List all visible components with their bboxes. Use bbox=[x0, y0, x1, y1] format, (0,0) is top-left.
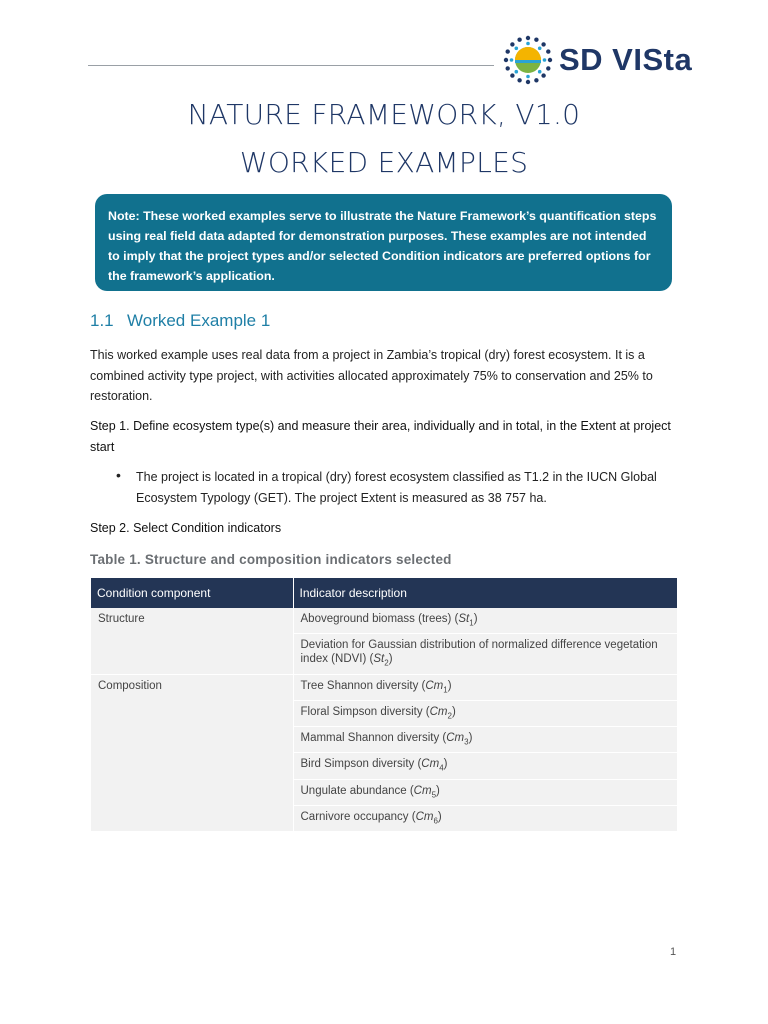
indicator-text: Carnivore occupancy ( bbox=[300, 811, 416, 824]
indicator-subscript: 6 bbox=[433, 816, 438, 826]
indicator-close: ) bbox=[447, 679, 452, 692]
header-indicator-description: Indicator description bbox=[293, 578, 677, 608]
indicator-cell bbox=[293, 634, 677, 674]
intro-paragraph: This worked example uses real data from a project in Zambia’s tropical (dry) forest ecosystem. It is a combined activity type project, with activities allocated approximately 75% to conservation and 25% to restoration. bbox=[90, 348, 653, 403]
document-title: NATURE FRAMEWORK, V1.0 bbox=[187, 98, 581, 131]
page-number: 1 bbox=[670, 946, 677, 958]
indicator-text: Tree Shannon diversity ( bbox=[300, 679, 426, 692]
note-text: Note: These worked examples serve to illustrate the Nature Framework’s quantification steps using real field data adapted for demonstration purposes. These examples are not intended to imply that the project types and/or selected Condition indicators are preferred options for the framework’s application. bbox=[108, 209, 657, 283]
step1-bullet: The project is located in a tropical (dry) forest ecosystem classified as T1.2 in the IUCN Global Ecosystem Typology (GET). The project Extent is measured as 38 757 ha. bbox=[136, 470, 657, 505]
indicator-cell bbox=[293, 806, 677, 832]
indicator-subscript: 5 bbox=[431, 790, 437, 800]
indicator-subscript: 3 bbox=[464, 737, 469, 747]
sun-globe-icon bbox=[503, 35, 553, 85]
indicator-subscript: 4 bbox=[439, 763, 444, 773]
indicator-close: ) bbox=[443, 758, 448, 771]
indicator-cell bbox=[293, 608, 677, 634]
indicator-text: Mammal Shannon diversity ( bbox=[300, 732, 447, 745]
indicators-table bbox=[91, 578, 677, 832]
table-row bbox=[91, 608, 677, 634]
document-subtitle: WORKED EXAMPLES bbox=[239, 146, 529, 179]
indicator-close: ) bbox=[451, 705, 456, 718]
indicator-text: Bird Simpson diversity ( bbox=[300, 758, 422, 771]
indicator-cell bbox=[293, 700, 677, 726]
indicator-symbol: Cm bbox=[425, 679, 444, 692]
indicator-cell bbox=[293, 674, 677, 700]
bullet-icon: • bbox=[116, 467, 121, 483]
table-caption: Table 1. Structure and composition indicators selected bbox=[90, 552, 452, 567]
section-title: Worked Example 1 bbox=[127, 311, 271, 330]
indicator-text: Floral Simpson diversity ( bbox=[300, 705, 430, 718]
indicator-symbol: Cm bbox=[446, 732, 465, 745]
section-number: 1.1 bbox=[90, 311, 114, 330]
section-heading bbox=[90, 311, 270, 331]
indicator-text: Aboveground biomass (trees) ( bbox=[300, 613, 459, 625]
logo-text: SD VISta bbox=[559, 42, 693, 77]
header-condition-component: Condition component bbox=[91, 578, 293, 608]
indicator-symbol: St bbox=[458, 613, 470, 625]
indicator-text: Ungulate abundance ( bbox=[300, 784, 414, 797]
indicator-cell bbox=[293, 779, 677, 805]
condition-component-cell: Structure bbox=[91, 608, 293, 674]
indicator-subscript: 1 bbox=[469, 618, 474, 628]
indicator-cell bbox=[293, 727, 677, 753]
indicator-text: Deviation for Gaussian distribution of normalized difference vegetation index (NDVI) ( bbox=[300, 639, 658, 666]
indicator-symbol: Cm bbox=[415, 811, 434, 824]
indicator-cell bbox=[293, 753, 677, 779]
indicator-subscript: 2 bbox=[384, 658, 389, 668]
note-box bbox=[95, 194, 672, 291]
header-rule bbox=[88, 65, 494, 66]
indicator-subscript: 1 bbox=[443, 684, 448, 694]
indicator-symbol: Cm bbox=[429, 705, 448, 718]
condition-component-cell: Composition bbox=[91, 674, 293, 832]
logo bbox=[503, 35, 692, 85]
table-row bbox=[91, 674, 677, 700]
indicator-close: ) bbox=[473, 613, 478, 625]
indicator-subscript: 2 bbox=[447, 711, 452, 721]
indicator-close: ) bbox=[436, 784, 440, 797]
indicator-close: ) bbox=[437, 811, 442, 824]
indicator-symbol: St bbox=[373, 653, 385, 666]
indicator-close: ) bbox=[468, 732, 473, 745]
indicator-symbol: Cm bbox=[413, 784, 432, 797]
table-header-row bbox=[91, 578, 677, 608]
step1-heading: Step 1. Define ecosystem type(s) and measure their area, individually and in total, in the Extent at project start bbox=[90, 419, 671, 454]
indicator-close: ) bbox=[388, 653, 393, 666]
step2-heading: Step 2. Select Condition indicators bbox=[90, 521, 282, 535]
indicator-symbol: Cm bbox=[421, 758, 440, 771]
